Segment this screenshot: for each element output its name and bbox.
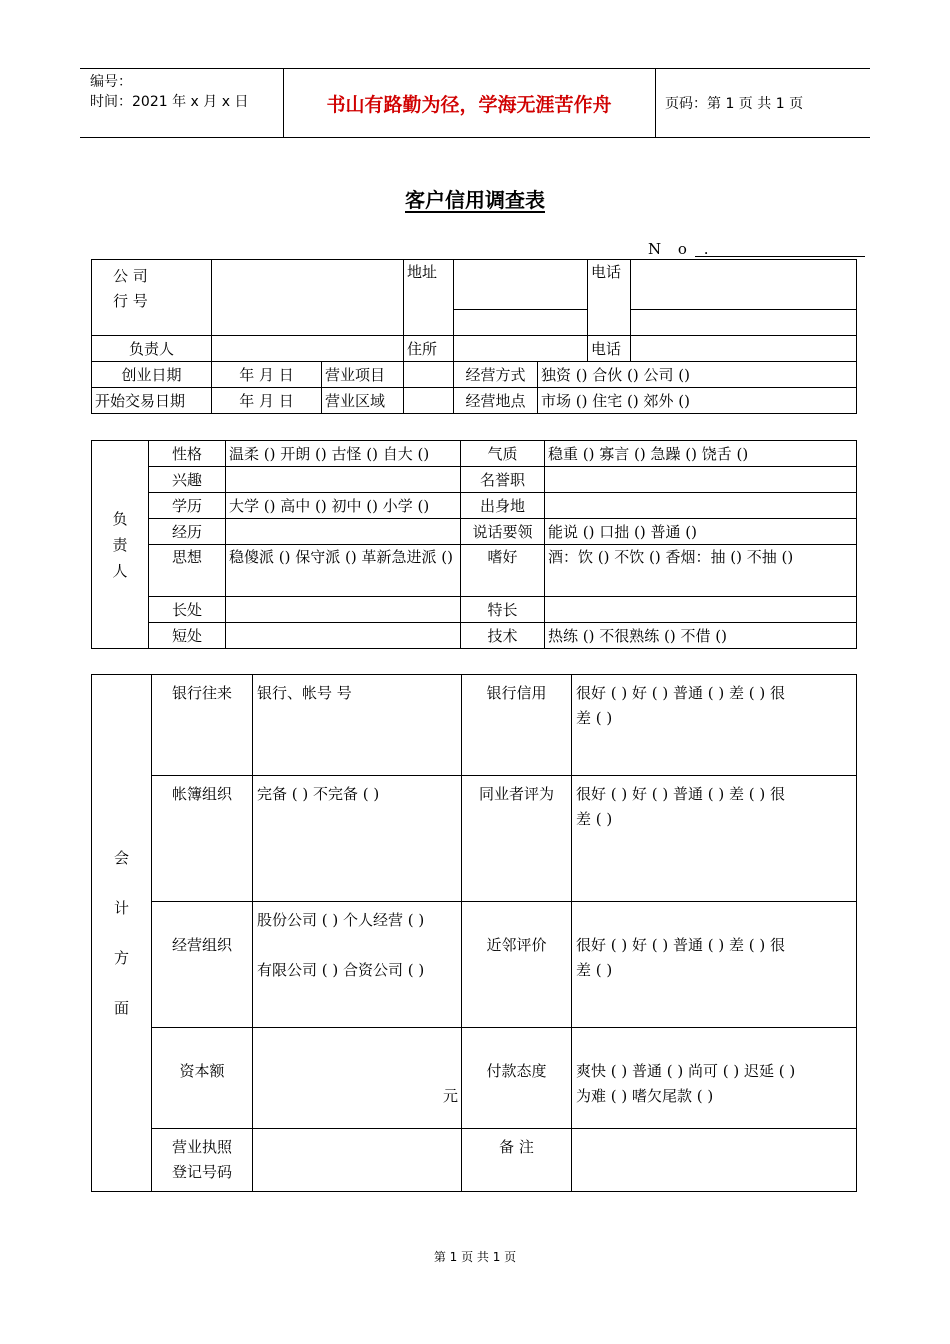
address-field-2[interactable] [454,310,588,336]
company-label-cell [92,260,212,336]
header-motto: 书山有路勤为径，学海无涯苦作舟 [326,93,612,116]
side-char: 面 [113,999,129,1017]
weaknesses-label: 短处 [149,623,226,649]
org-option-line: 股份公司 ( ) 个人经营 ( ) [257,911,425,929]
side-char: 责 [112,535,128,554]
ideology-label: 思想 [149,545,226,597]
business-mode-options[interactable]: 独资 () 合伙 () 公司 () [538,362,857,388]
residence-field[interactable] [454,336,588,362]
honorary-title-label: 名誉职 [461,467,545,493]
side-char: 方 [113,949,129,967]
business-area-field[interactable] [404,388,454,414]
personality-options[interactable]: 温柔 () 开朗 () 古怪 () 自大 () [226,441,461,467]
header-page-info: 页码：第 1 页 共 1 页 [665,96,804,112]
side-char: 会 [113,849,129,867]
bank-credit-label: 银行信用 [462,675,572,776]
accounting-table [91,674,857,1192]
business-area-label: 营业区域 [322,388,404,414]
address-label: 地址 [404,260,454,336]
manager-side-label [92,441,149,649]
header-divider [655,69,656,137]
founding-date-label: 创业日期 [92,362,212,388]
phone-field-2[interactable] [631,310,857,336]
org-options[interactable] [253,902,462,1028]
payment-attitude-options[interactable] [572,1028,857,1129]
license-label-line: 营业执照 [171,1138,232,1156]
page-footer: 第 1 页 共 1 页 [433,1250,517,1264]
rating-line: 很好 ( ) 好 ( ) 普通 ( ) 差 ( ) 很 [576,936,786,954]
rating-line: 差 ( ) [576,709,613,727]
temperament-options[interactable]: 稳重 () 寡言 () 急躁 () 饶舌 () [545,441,857,467]
serial-number-label: N o . [648,240,715,258]
payment-attitude-label: 付款态度 [462,1028,572,1129]
business-items-label: 营业项目 [322,362,404,388]
temperament-label: 气质 [461,441,545,467]
ideology-options[interactable]: 稳傻派 () 保守派 () 革新急进派 () [226,545,461,597]
capital-label: 资本额 [152,1028,253,1129]
address-field-1[interactable] [454,260,588,310]
business-items-field[interactable] [404,362,454,388]
manager-profile-table [91,440,857,649]
strengths-field[interactable] [226,597,461,623]
phone-field-1[interactable] [631,260,857,310]
specialty-field[interactable] [545,597,857,623]
license-label-line: 登记号码 [171,1163,232,1181]
skill-label: 技术 [461,623,545,649]
manager-field[interactable] [212,336,404,362]
bank-credit-options[interactable] [572,675,857,776]
license-label [152,1129,253,1192]
remarks-field[interactable] [572,1129,857,1192]
side-char: 人 [112,561,128,580]
phone-label: 电话 [588,260,631,336]
number-label: 编号： [90,74,132,90]
interest-field[interactable] [226,467,461,493]
company-info-table [91,259,857,414]
birthplace-field[interactable] [545,493,857,519]
bank-dealings-label: 银行往来 [152,675,253,776]
specialty-label: 特长 [461,597,545,623]
bank-account-field[interactable]: 银行、帐号 号 [253,675,462,776]
weaknesses-field[interactable] [226,623,461,649]
capital-field[interactable] [253,1028,462,1129]
books-options[interactable]: 完备 ( ) 不完备 ( ) [253,776,462,902]
form-title: 客户信用调查表 [405,188,545,212]
org-option-line: 有限公司 ( ) 合资公司 ( ) [257,961,425,979]
license-field[interactable] [253,1129,462,1192]
manager-label: 负责人 [92,336,212,362]
firm-label: 行 号 [113,292,148,310]
speaking-options[interactable]: 能说 () 口拙 () 普通 () [545,519,857,545]
rating-line: 很好 ( ) 好 ( ) 普通 ( ) 差 ( ) 很 [576,785,786,803]
experience-field[interactable] [226,519,461,545]
accounting-side-label [92,675,152,1192]
peer-review-label: 同业者评为 [462,776,572,902]
payment-line: 爽快 ( ) 普通 ( ) 尚可 ( ) 迟延 ( ) [576,1062,796,1080]
hobby-label: 嗜好 [461,545,545,597]
rating-line: 很好 ( ) 好 ( ) 普通 ( ) 差 ( ) 很 [576,684,786,702]
education-label: 学历 [149,493,226,519]
peer-review-options[interactable] [572,776,857,902]
birthplace-label: 出身地 [461,493,545,519]
speaking-label: 说话要领 [461,519,545,545]
books-label: 帐簿组织 [152,776,253,902]
personality-label: 性格 [149,441,226,467]
founding-date-field[interactable]: 年 月 日 [212,362,322,388]
interest-label: 兴趣 [149,467,226,493]
trade-start-date-field[interactable]: 年 月 日 [212,388,322,414]
residence-label: 住所 [404,336,454,362]
header-meta [90,72,280,112]
side-char: 计 [113,899,129,917]
document-header [80,68,870,138]
org-label: 经营组织 [152,902,253,1028]
rating-line: 差 ( ) [576,961,613,979]
business-location-options[interactable]: 市场 () 住宅 () 郊外 () [538,388,857,414]
company-name-field[interactable] [212,260,404,336]
trade-start-date-label: 开始交易日期 [92,388,212,414]
phone2-field[interactable] [631,336,857,362]
neighbor-review-label: 近邻评价 [462,902,572,1028]
company-label: 公 司 [113,267,148,285]
honorary-title-field[interactable] [545,467,857,493]
rating-line: 差 ( ) [576,810,613,828]
business-location-label: 经营地点 [454,388,538,414]
strengths-label: 长处 [149,597,226,623]
time-label: 时间：2021 年 x 月 x 日 [90,94,249,110]
education-options[interactable]: 大学 () 高中 () 初中 () 小学 () [226,493,461,519]
skill-options[interactable]: 热练 () 不很熟练 () 不借 () [545,623,857,649]
capital-unit: 元 [442,1087,458,1105]
phone2-label: 电话 [588,336,631,362]
business-mode-label: 经营方式 [454,362,538,388]
payment-line: 为难 ( ) 嗜欠尾款 ( ) [576,1087,714,1105]
hobby-options[interactable]: 酒：饮 () 不饮 () 香烟：抽 () 不抽 () [545,545,857,597]
experience-label: 经历 [149,519,226,545]
serial-number-field[interactable] [695,256,865,257]
side-char: 负 [112,509,128,528]
neighbor-review-options[interactable] [572,902,857,1028]
remarks-label: 备 注 [462,1129,572,1192]
